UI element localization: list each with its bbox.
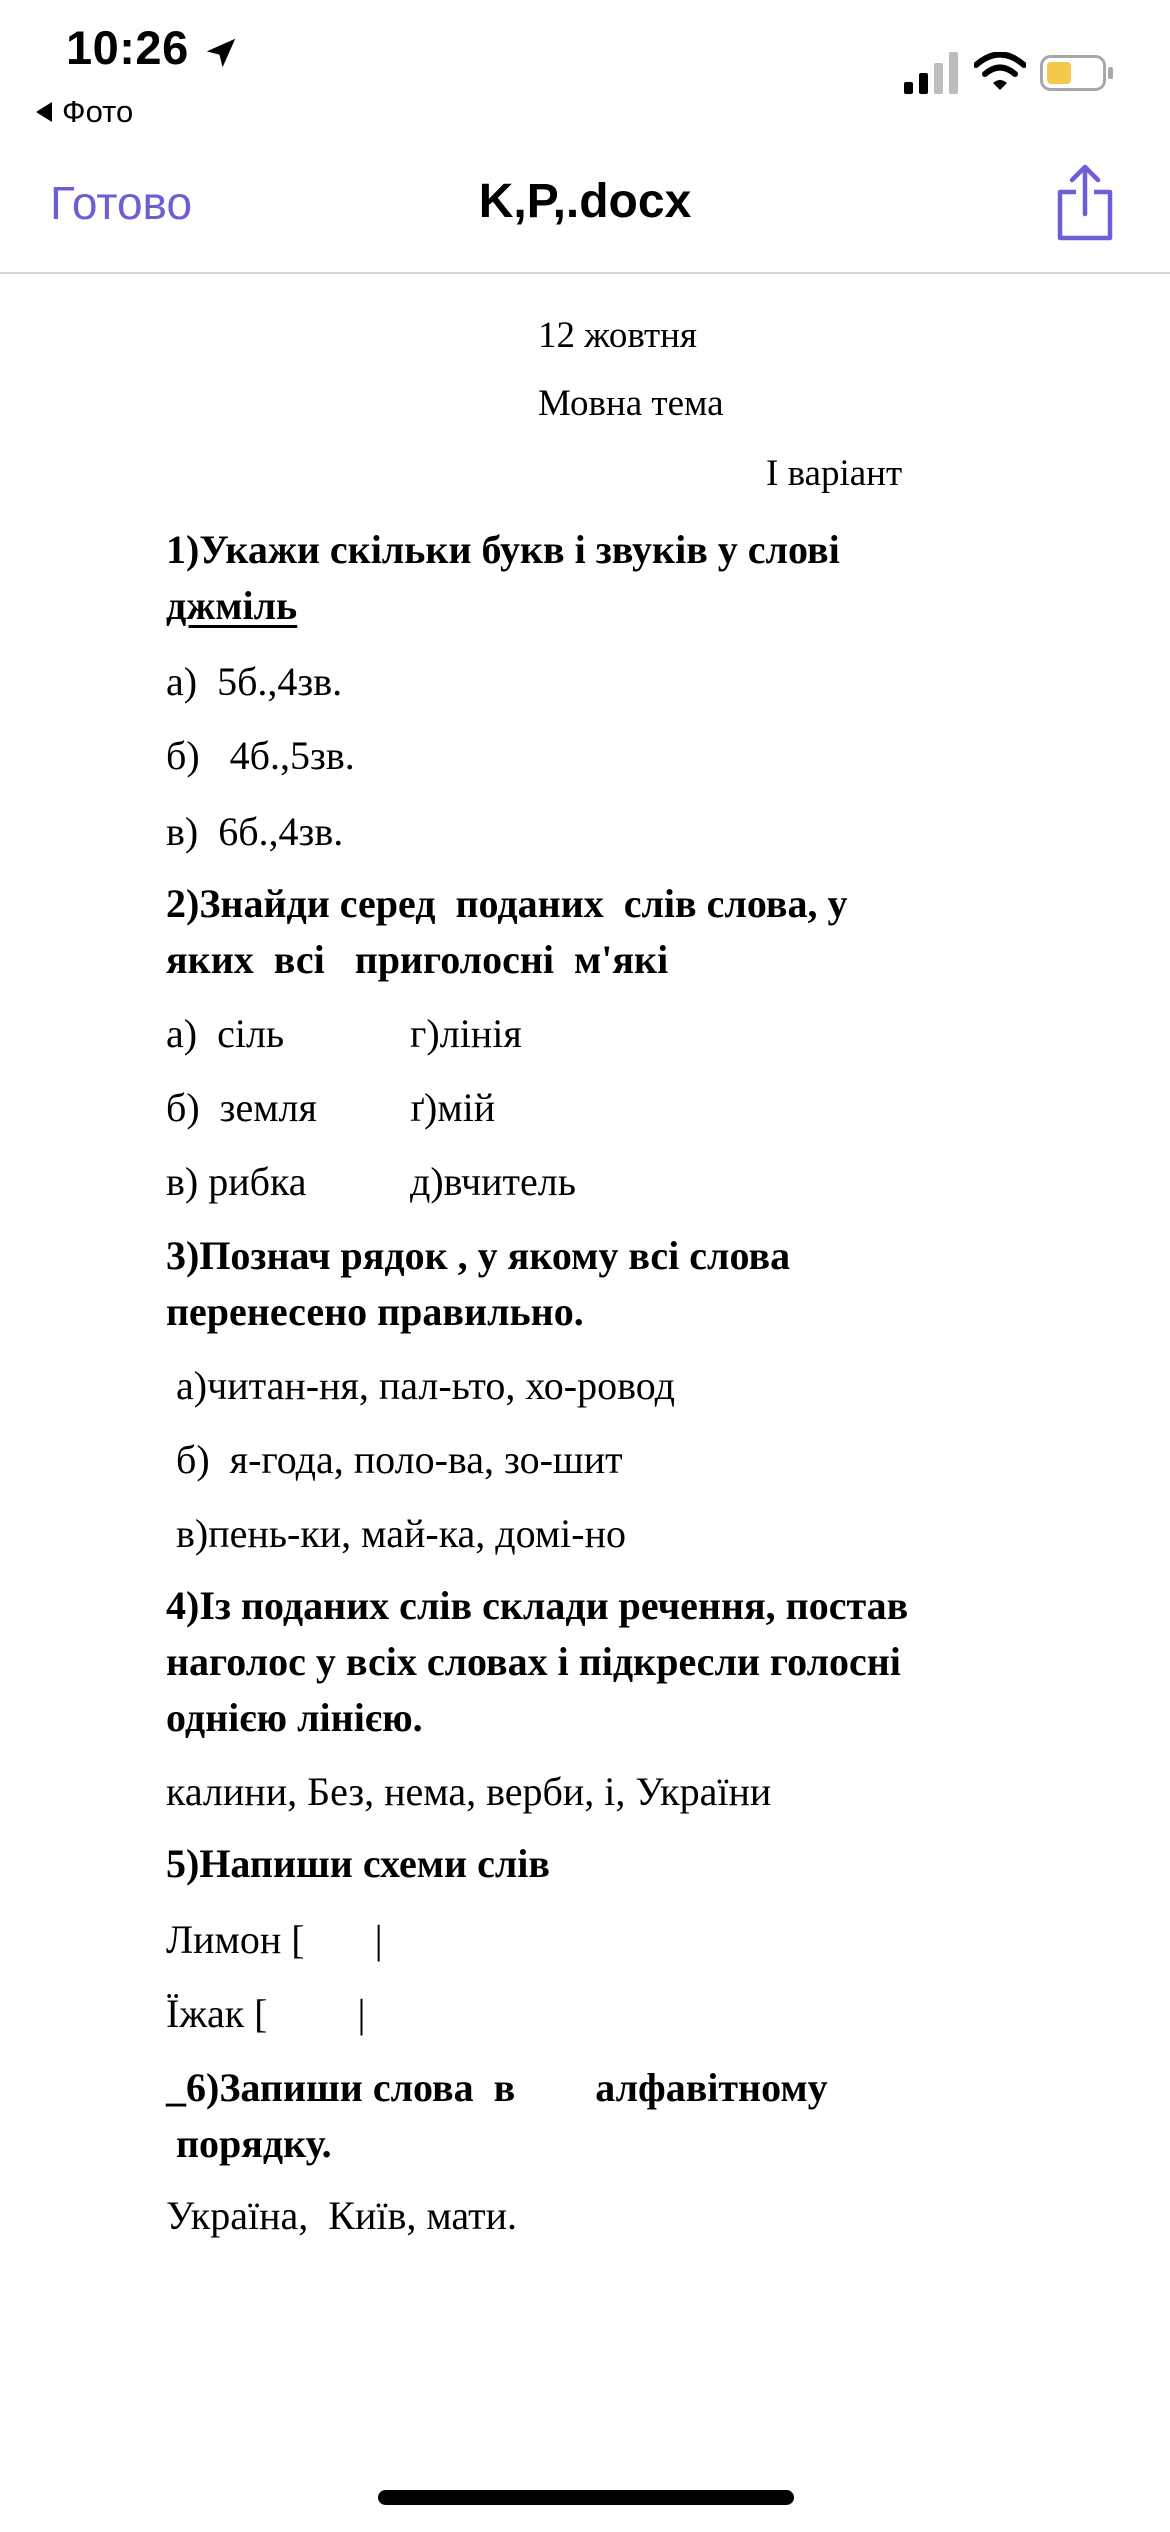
q3-title-line-1: 3)Познач рядок , у якому всі слова xyxy=(166,1233,791,1278)
status-bar xyxy=(0,0,1170,140)
location-arrow-icon xyxy=(202,34,240,72)
q2-title-line-1: 2)Знайди серед поданих слів слова, у xyxy=(166,881,848,926)
back-to-photos-link[interactable] xyxy=(36,94,133,130)
q2-option-g: г)лінія xyxy=(410,1011,522,1056)
done-button[interactable]: Готово xyxy=(50,177,193,229)
q3-option-c: в)пень-ки, май-ка, домі-но xyxy=(166,1511,627,1556)
cellular-signal-icon xyxy=(904,52,960,94)
back-app-label: Фото xyxy=(62,94,134,129)
q4-words: калини, Без, нема, верби, і, України xyxy=(166,1769,772,1814)
wifi-icon xyxy=(974,52,1026,92)
doc-date: 12 жовтня xyxy=(538,315,697,356)
q1-option-b: б) 4б.,5зв. xyxy=(166,733,355,778)
q4-title-line-2: наголос у всіх словах і підкресли голосні xyxy=(166,1639,901,1684)
q1-option-c: в) 6б.,4зв. xyxy=(166,809,344,854)
document-title: K,P,.docx xyxy=(478,175,692,228)
back-triangle-icon xyxy=(36,102,52,122)
doc-topic: Мовна тема xyxy=(538,383,724,424)
q2-option-a: а) сіль xyxy=(166,1011,285,1056)
q2-option-v: в) рибка xyxy=(166,1159,307,1204)
q5-scheme-1: Лимон [ | xyxy=(166,1917,383,1962)
q2-option-gh: ґ)мій xyxy=(410,1085,496,1130)
q3-option-b: б) я-года, поло-ва, зо-шит xyxy=(166,1437,623,1482)
battery-icon xyxy=(1040,55,1114,91)
q5-title: 5)Напиши схеми слів xyxy=(166,1841,551,1886)
q3-title-line-2: перенесено правильно. xyxy=(166,1289,584,1334)
q2-option-b: б) земля xyxy=(166,1085,317,1130)
q6-title-line-2: порядку. xyxy=(166,2121,332,2166)
home-indicator[interactable] xyxy=(378,2490,794,2505)
share-icon[interactable] xyxy=(1054,164,1116,242)
status-time: 10:26 xyxy=(66,21,189,74)
q6-words: Україна, Київ, мати. xyxy=(166,2193,517,2238)
q4-title-line-3: однією лінією. xyxy=(166,1695,423,1740)
q6-title-line-1: _6)Запиши слова в алфавітному xyxy=(166,2065,828,2110)
q1-title: 1)Укажи скільки букв і звуків у слові xyxy=(166,527,840,572)
nav-bar xyxy=(0,140,1170,274)
q4-title-line-1: 4)Із поданих слів склади речення, постав xyxy=(166,1583,909,1628)
q1-option-a: а) 5б.,4зв. xyxy=(166,659,343,704)
q3-option-a: а)читан-ня, пал-ьто, хо-ровод xyxy=(166,1363,675,1408)
q1-word: джміль xyxy=(166,583,298,628)
q2-option-d: д)вчитель xyxy=(410,1159,576,1204)
q5-scheme-2: Їжак [ | xyxy=(166,1991,366,2036)
doc-variant: І варіант xyxy=(766,453,903,494)
q2-title-line-2: яких всі приголосні м'які xyxy=(166,937,669,982)
